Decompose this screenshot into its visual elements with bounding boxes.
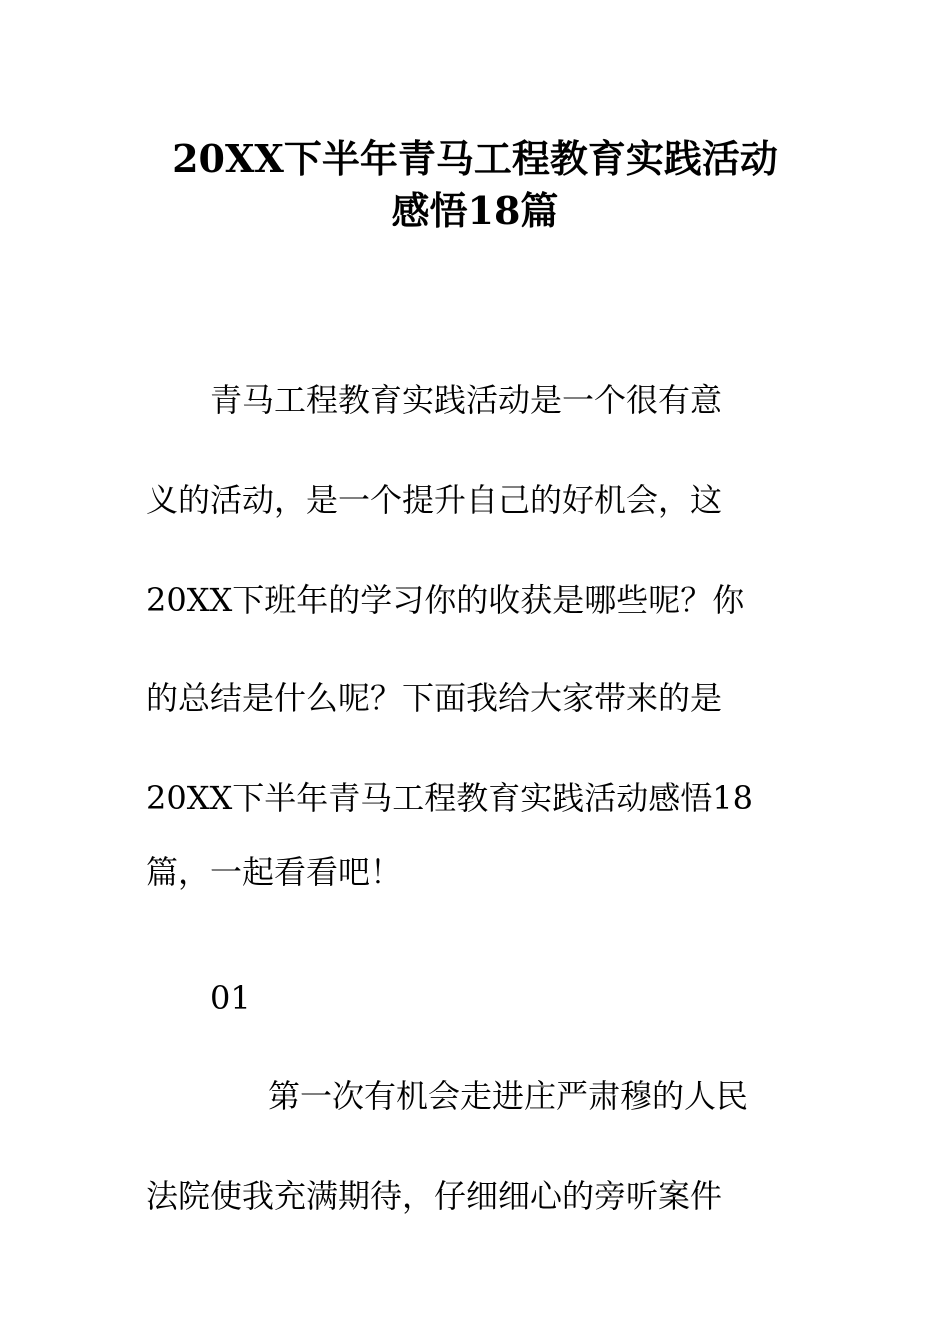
- paragraph-line: 义的活动，是一个提升自己的好机会，这: [146, 481, 723, 519]
- paragraph-line: 法院使我充满期待，仔细细心的旁听案件: [146, 1177, 723, 1215]
- paragraph-line: 青马工程教育实践活动是一个很有意: [210, 381, 723, 419]
- paragraph-line: 20XX下班年的学习你的收获是哪些呢？你: [146, 581, 745, 619]
- document-title-line-2: 感悟18篇: [391, 188, 559, 233]
- paragraph-line: 的总结是什么呢？下面我给大家带来的是: [146, 679, 723, 717]
- document-title-line-1: 20XX下半年青马工程教育实践活动: [172, 136, 778, 181]
- section-number: 01: [210, 979, 251, 1017]
- paragraph-line: 篇，一起看看吧！: [146, 853, 403, 891]
- paragraph-line: 20XX下半年青马工程教育实践活动感悟18: [146, 779, 754, 817]
- paragraph-line: 第一次有机会走进庄严肃穆的人民: [268, 1077, 749, 1115]
